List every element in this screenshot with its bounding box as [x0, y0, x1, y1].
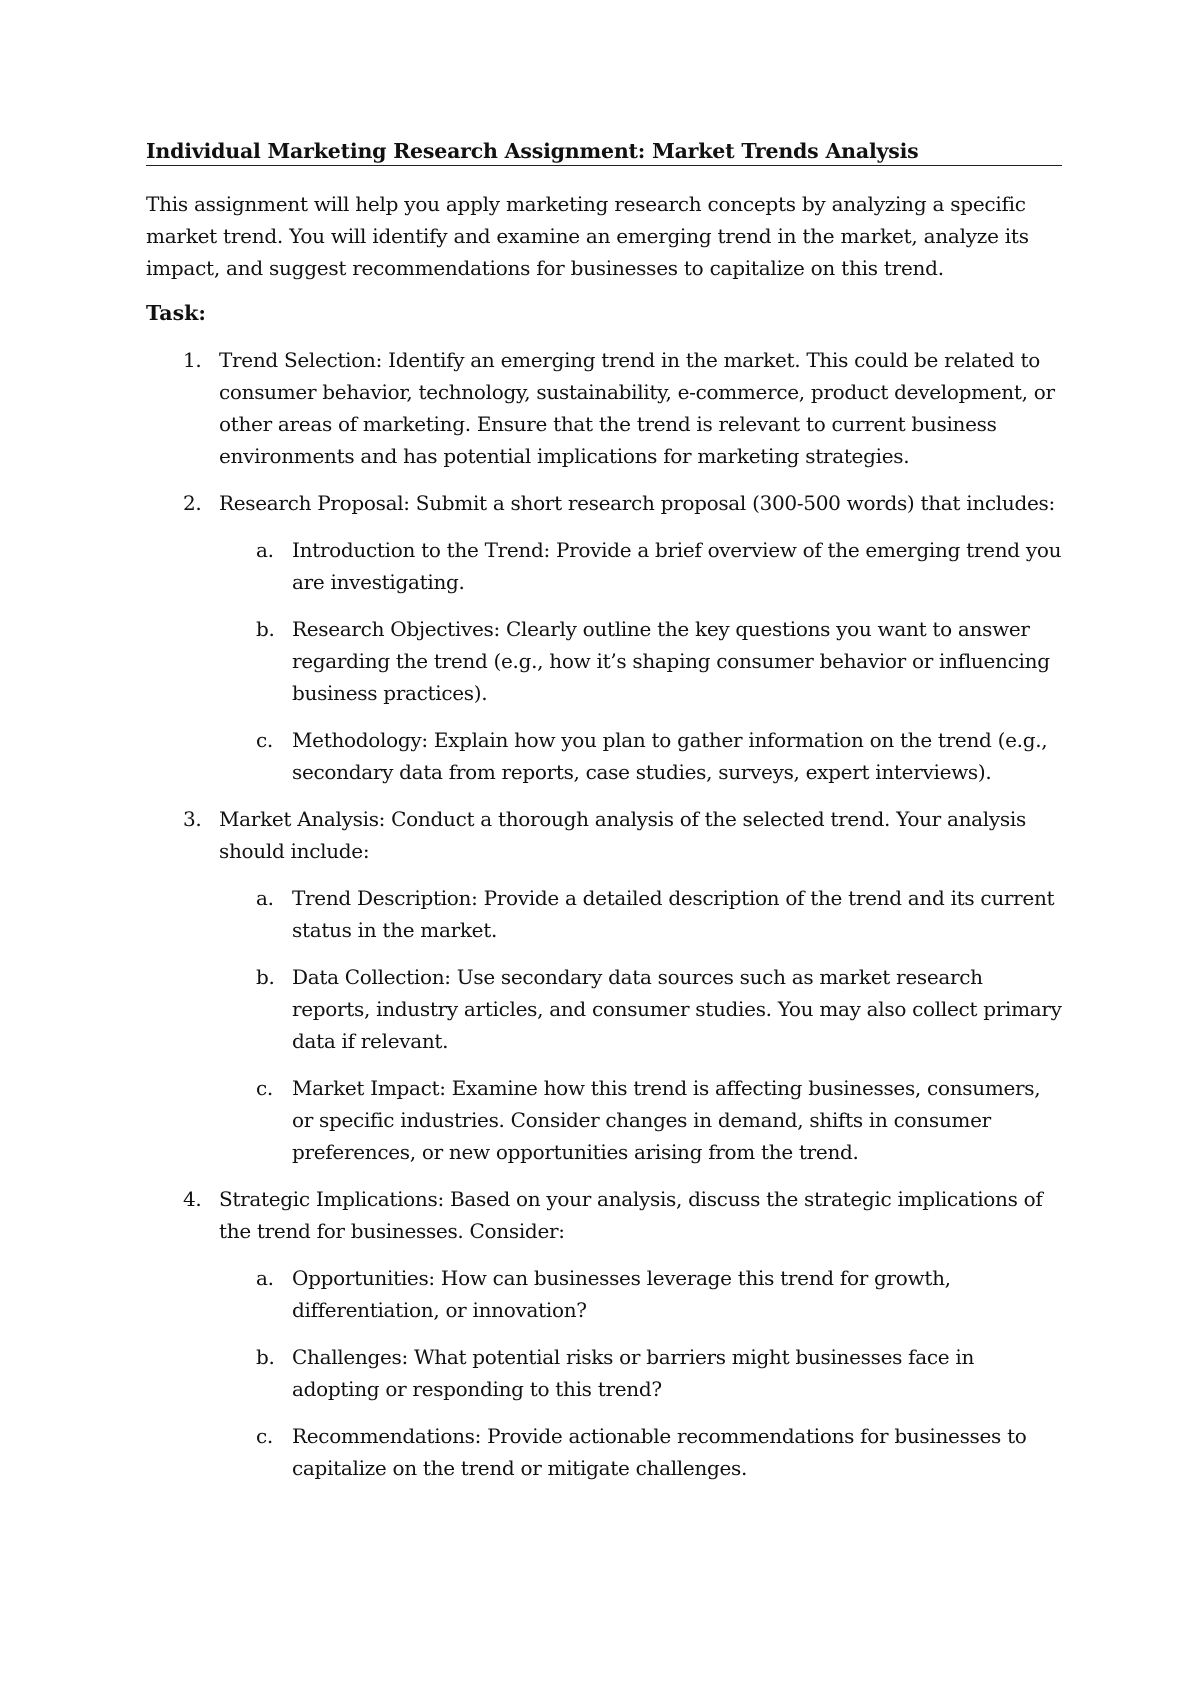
- subtask-list: [219, 882, 1062, 1168]
- task-item-text: Trend Selection: Identify an emerging trend in the market. This could be related to consumer behavior, technology, sustainability, e-commerce, product development, or other areas of marketing. Ensure that the trend is relevant to current business environments and has potential implications for marketing strategies.: [219, 348, 1055, 468]
- subtask-item: [219, 961, 1062, 1057]
- subtask-text: Opportunities: How can businesses leverage this trend for growth, differentiation, or innovation?: [292, 1266, 951, 1322]
- subtask-item: [219, 882, 1062, 946]
- document-title: Individual Marketing Research Assignment: Market Trends Analysis: [146, 138, 1062, 166]
- subtask-text: Recommendations: Provide actionable recommendations for businesses to capitalize on the trend or mitigate challenges.: [292, 1424, 1027, 1480]
- subtask-letter: c.: [256, 1076, 273, 1100]
- document-body: [146, 138, 1062, 1499]
- task-list: [146, 344, 1062, 1484]
- task-item-number: 3.: [183, 807, 202, 831]
- subtask-letter: a.: [256, 886, 274, 910]
- subtask-text: Methodology: Explain how you plan to gather information on the trend (e.g., secondary data from reports, case studies, surveys, expert interviews).: [292, 728, 1048, 784]
- subtask-letter: c.: [256, 728, 273, 752]
- subtask-letter: b.: [256, 617, 275, 641]
- subtask-text: Introduction to the Trend: Provide a brief overview of the emerging trend you are investigating.: [292, 538, 1062, 594]
- subtask-text: Trend Description: Provide a detailed description of the trend and its current status in the market.: [292, 886, 1055, 942]
- subtask-item: [219, 613, 1062, 709]
- task-item-text: Market Analysis: Conduct a thorough analysis of the selected trend. Your analysis should include:: [219, 807, 1026, 863]
- subtask-item: [219, 1072, 1062, 1168]
- task-item: [146, 487, 1062, 788]
- subtask-item: [219, 1420, 1062, 1484]
- subtask-text: Data Collection: Use secondary data sources such as market research reports, industry articles, and consumer studies. You may also collect primary data if relevant.: [292, 965, 1062, 1053]
- subtask-item: [219, 724, 1062, 788]
- subtask-item: [219, 1341, 1062, 1405]
- subtask-letter: a.: [256, 538, 274, 562]
- subtask-text: Challenges: What potential risks or barriers might businesses face in adopting or responding to this trend?: [292, 1345, 975, 1401]
- subtask-item: [219, 1262, 1062, 1326]
- subtask-letter: a.: [256, 1266, 274, 1290]
- task-item: [146, 1183, 1062, 1484]
- task-item-number: 4.: [183, 1187, 202, 1211]
- subtask-list: [219, 534, 1062, 788]
- task-item-number: 2.: [183, 491, 202, 515]
- subtask-item: [219, 534, 1062, 598]
- subtask-letter: b.: [256, 965, 275, 989]
- task-item: [146, 803, 1062, 1168]
- task-heading: Task:: [146, 301, 206, 325]
- task-item-number: 1.: [183, 348, 202, 372]
- task-item-text: Strategic Implications: Based on your analysis, discuss the strategic implications of the trend for businesses. Consider:: [219, 1187, 1043, 1243]
- subtask-letter: b.: [256, 1345, 275, 1369]
- subtask-list: [219, 1262, 1062, 1484]
- subtask-text: Market Impact: Examine how this trend is affecting businesses, consumers, or specific industries. Consider changes in demand, shifts in consumer preferences, or new opportunities arising from the trend.: [292, 1076, 1041, 1164]
- task-item: [146, 344, 1062, 472]
- subtask-text: Research Objectives: Clearly outline the key questions you want to answer regarding the trend (e.g., how it’s shaping consumer behavior or influencing business practices).: [292, 617, 1050, 705]
- task-item-text: Research Proposal: Submit a short research proposal (300-500 words) that includes:: [219, 491, 1055, 515]
- subtask-letter: c.: [256, 1424, 273, 1448]
- intro-paragraph: This assignment will help you apply marketing research concepts by analyzing a specific market trend. You will identify and examine an emerging trend in the market, analyze its impact, and suggest recommendations for businesses to capitalize on this trend.: [146, 192, 1029, 280]
